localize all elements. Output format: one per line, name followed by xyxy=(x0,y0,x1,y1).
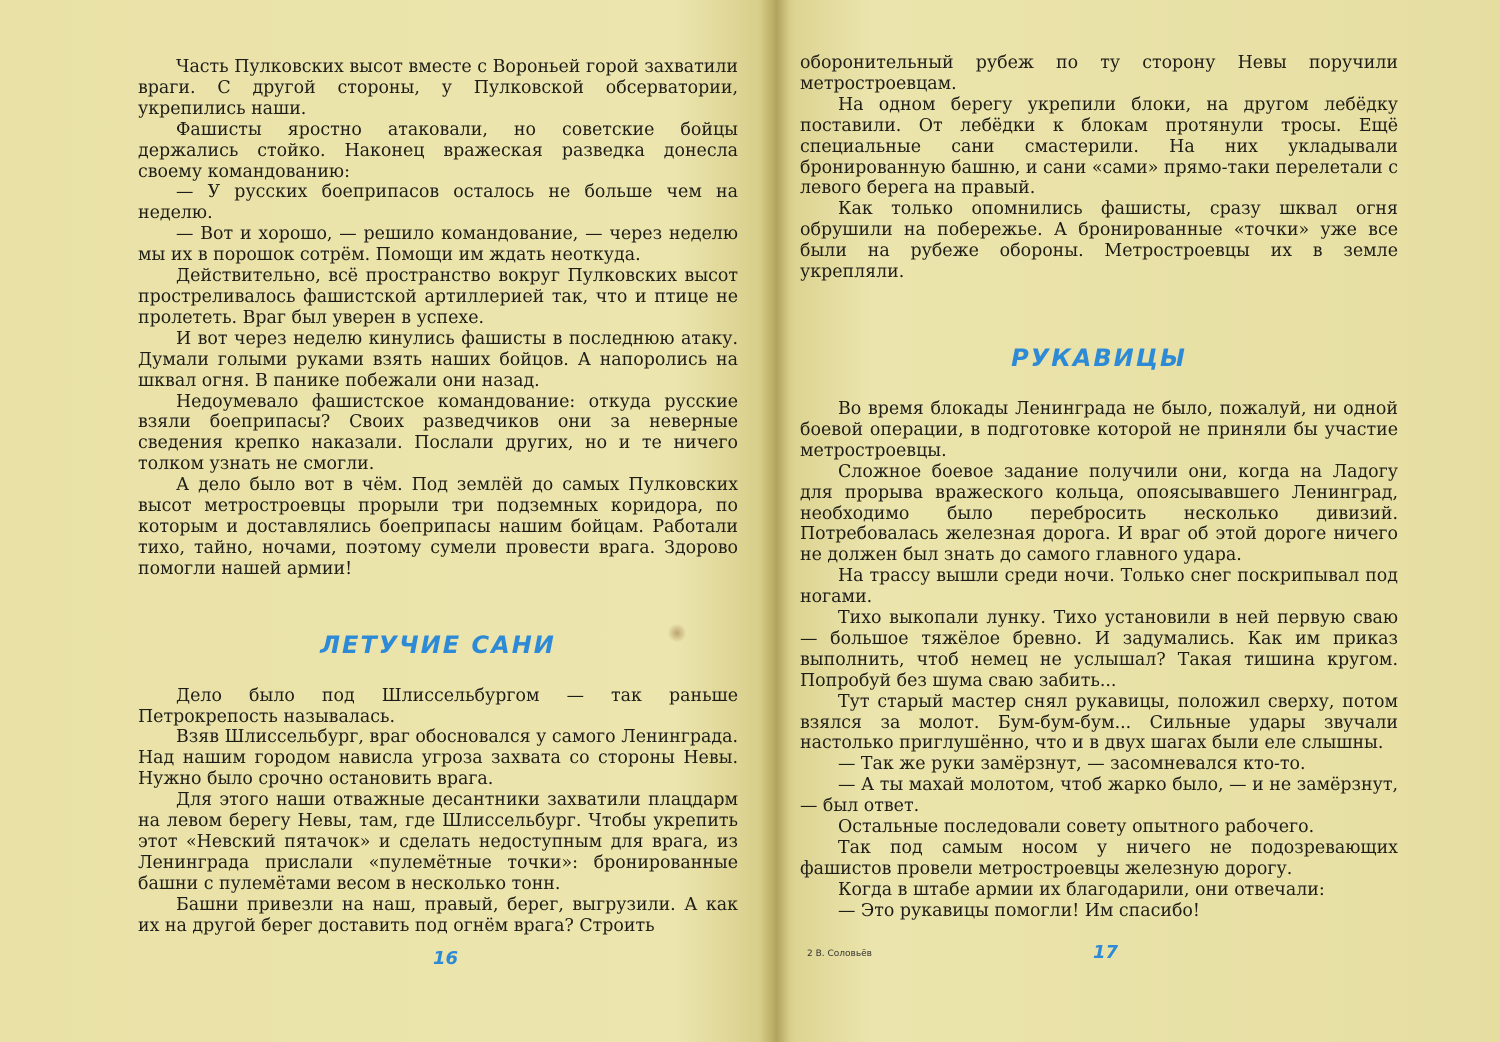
paragraph: — Это рукавицы помогли! Им спасибо! xyxy=(838,900,1200,921)
paragraph: — Вот и хорошо, — решило командование, — через неделю мы их в порошок сотрём. Помощи им ждать неоткуда. xyxy=(138,224,738,266)
paragraph: Для этого наши отважные десантники захватили плацдарм на левом берегу Невы, там, где Шлиссельбург. Чтобы укрепить этот «Невский пятачок» и сделать недоступным для врага, из Ленинграда прислали «пулемётные точки»: бронированные башни с пулемётами весом в несколько тонн. xyxy=(138,790,738,894)
page-number-right: 17 xyxy=(1093,942,1119,963)
left-text-column xyxy=(138,57,738,937)
story-title-rukavitsy: РУКАВИЦЫ xyxy=(1011,343,1187,372)
paragraph: Часть Пулковских высот вместе с Вороньей горой захватили враги. С другой стороны, у Пулковской обсерватории, укрепились наши. xyxy=(138,57,738,119)
paragraph: Взяв Шлиссельбург, враг обосновался у самого Ленинграда. Над нашим городом нависла угроза захвата со стороны Невы. Нужно было срочно остановить врага. xyxy=(138,727,738,790)
right-paragraphs-2 xyxy=(800,399,1398,922)
paragraph: Так под самым носом у ничего не подозревающих фашистов провели метростроевцы железную дорогу. xyxy=(800,838,1398,879)
right-text-column xyxy=(800,53,1398,922)
paragraph: Дело было под Шлиссельбургом — так раньше Петрокрепость называлась. xyxy=(138,685,738,727)
paragraph: — Так же руки замёрзнут, — засомневался кто-то. xyxy=(838,754,1306,775)
paragraph: — У русских боеприпасов осталось не больше чем на неделю. xyxy=(138,182,738,224)
paragraph: Башни привезли на наш, правый, берег, выгрузили. А как их на другой берег доставить под огнём врага? Строить xyxy=(138,894,738,936)
book-gutter xyxy=(760,0,790,1042)
right-page xyxy=(790,0,1500,1042)
paragraph: Тихо выкопали лунку. Тихо установили в ней первую сваю — большое тяжёлое бревно. И задумались. Как им приказ выполнить, чтоб немец не услышал? Такая тишина кругом. Попробуй без шума сваю забить... xyxy=(800,608,1398,691)
paragraph: Действительно, всё пространство вокруг Пулковских высот простреливалось фашистской артиллерией так, что и птице не пролететь. Враг был уверен в успехе. xyxy=(138,266,738,328)
right-paragraphs-1 xyxy=(800,53,1398,283)
paragraph: На одном берегу укрепили блоки, на другом лебёдку поставили. От лебёдки к блокам протянули тросы. Ещё специальные сани смастерили. На них укладывали бронированную башню, и сани «сами» прямо-таки перелетали с левого берега на правый. xyxy=(800,94,1398,199)
paragraph: Фашисты яростно атаковали, но советские бойцы держались стойко. Наконец вражеская разведка донесла своему командованию: xyxy=(138,119,738,182)
signature-mark: 2 В. Соловьёв xyxy=(807,949,872,959)
paragraph: Остальные последовали совету опытного рабочего. xyxy=(838,817,1315,838)
paragraph: На трассу вышли среди ночи. Только снег поскрипывал под ногами. xyxy=(800,566,1398,608)
paragraph: А дело было вот в чём. Под землёй до самых Пулковских высот метростроевцы прорыли три подземных коридора, по которым и доставлялись боеприпасы нашим бойцам. Работали тихо, тайно, ночами, поэтому сумели провести врага. Здорово помогли нашей армии! xyxy=(138,475,738,579)
paragraph: Тут старый мастер снял рукавицы, положил сверху, потом взялся за молот. Бум-бум-бум... Сильные удары звучали настолько приглушённо, что и в двух шагах были еле слышны. xyxy=(800,691,1398,754)
paragraph: И вот через неделю кинулись фашисты в последнюю атаку. Думали голыми руками взять наших бойцов. А напоролись на шквал огня. В панике побежали они назад. xyxy=(138,328,738,391)
paragraph: Как только опомнились фашисты, сразу шквал огня обрушили на побережье. А бронированные «точки» уже все были на рубеже обороны. Метростроевцы их в земле укрепляли. xyxy=(800,199,1398,283)
paragraph: оборонительный рубеж по ту сторону Невы поручили метростроевцам. xyxy=(800,53,1398,94)
left-paragraphs-1 xyxy=(138,57,738,580)
paragraph: Во время блокады Ленинграда не было, пожалуй, ни одной боевой операции, в подготовке которой не приняли бы участие метростроевцы. xyxy=(800,398,1398,461)
paragraph: Сложное боевое задание получили они, когда на Ладогу для прорыва вражеского кольца, опоясывавшего Ленинград, необходимо было перебросить несколько дивизий. Потребовалась железная дорога. И враг об этой дороге ничего не должен был знать до самого главного удара. xyxy=(800,461,1398,566)
left-paragraphs-2 xyxy=(138,686,738,937)
paragraph: Недоумевало фашистское командование: откуда русские взяли боеприпасы? Своих разведчиков они за неверные сведения крепко наказали. Послали других, но и те ничего толком узнать не смогли. xyxy=(138,391,738,475)
story-title-letuchie-sani: ЛЕТУЧИЕ САНИ xyxy=(320,630,556,659)
page-number-left: 16 xyxy=(433,948,459,969)
paragraph: Когда в штабе армии их благодарили, они отвечали: xyxy=(838,879,1325,900)
paragraph: — А ты махай молотом, чтоб жарко было, — и не замёрзнут, — был ответ. xyxy=(800,775,1398,817)
